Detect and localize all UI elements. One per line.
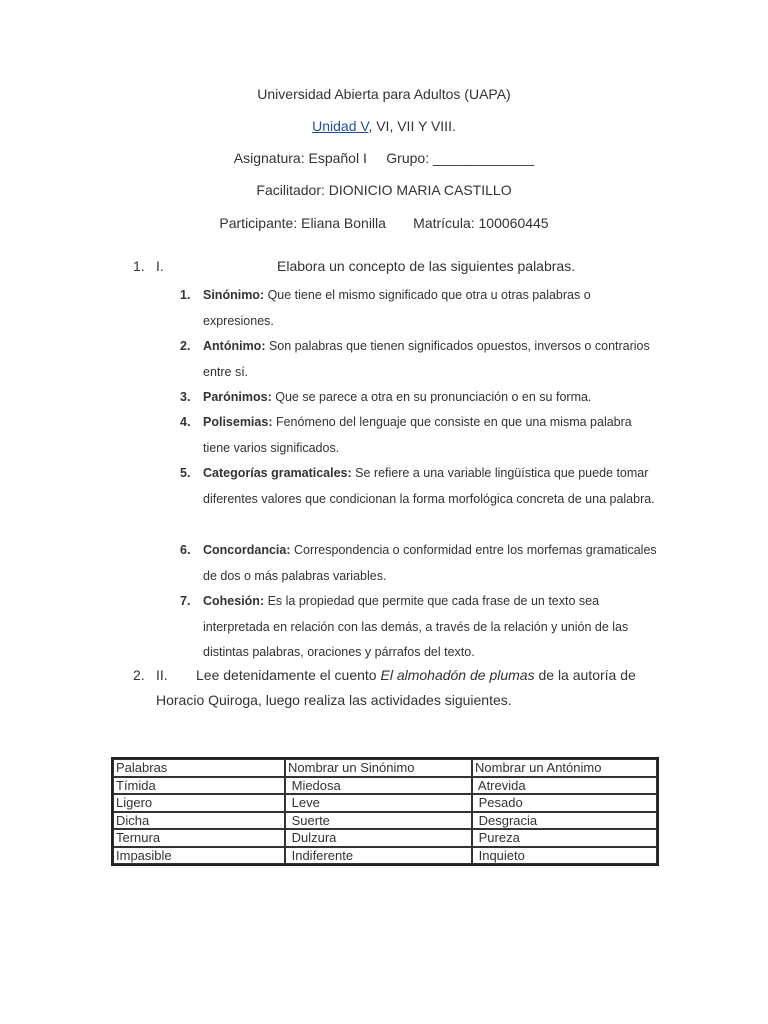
table-cell: Pureza xyxy=(472,829,657,847)
definition-text: Que tiene el mismo significado que otra u otras palabras o expresiones. xyxy=(203,288,591,328)
definition-body xyxy=(203,334,660,385)
section-1-roman: I. xyxy=(156,258,164,274)
definition-text: Es la propiedad que permite que cada frase de un texto sea interpretada en relación con las demás, a través de la relación y unión de las distintas palabras, oraciones y párrafos del texto. xyxy=(203,594,629,659)
definition-term: Concordancia: xyxy=(203,543,291,557)
table-cell: Miedosa xyxy=(285,777,472,795)
table-cell: Suerte xyxy=(285,812,472,830)
definition-item xyxy=(180,334,660,385)
definition-text: Son palabras que tienen significados opuestos, inversos o contrarios entre sí. xyxy=(203,339,650,379)
definition-term: Antónimo: xyxy=(203,339,266,353)
unit-rest: , VI, VII Y VIII. xyxy=(368,118,456,134)
definition-item xyxy=(180,410,660,461)
participant-line: Participante: Eliana Bonilla Matrícula: 100060445 xyxy=(219,215,549,231)
definition-body xyxy=(203,461,660,512)
definition-number: 6. xyxy=(180,543,191,557)
story-title: El almohadón de plumas xyxy=(380,667,535,683)
section-1-number: 1. xyxy=(133,258,145,274)
table-row xyxy=(113,777,657,795)
table-row xyxy=(113,829,657,847)
definition-number: 5. xyxy=(180,466,191,480)
unit-line xyxy=(0,118,768,134)
section-2-text-after: de la autoría de xyxy=(534,667,636,683)
table-header-row xyxy=(113,759,657,777)
table-cell: Tímida xyxy=(113,777,285,795)
section-2-text xyxy=(196,667,636,683)
definition-term: Categorías gramaticales: xyxy=(203,466,352,480)
table-cell: Dicha xyxy=(113,812,285,830)
definition-term: Parónimos: xyxy=(203,390,272,404)
table-cell: Indiferente xyxy=(285,847,472,865)
definition-number: 2. xyxy=(180,339,191,353)
facilitator-line: Facilitador: DIONICIO MARIA CASTILLO xyxy=(256,182,512,198)
definition-text: Correspondencia o conformidad entre los morfemas gramaticales de dos o más palabras variables. xyxy=(203,543,657,583)
definition-term: Cohesión: xyxy=(203,594,265,608)
definition-item xyxy=(180,461,660,512)
university-name: Universidad Abierta para Adultos (UAPA) xyxy=(257,86,511,102)
definition-item xyxy=(180,538,660,589)
header-cell: Nombrar un Antónimo xyxy=(472,759,657,777)
table-cell: Ternura xyxy=(113,829,285,847)
definition-item xyxy=(180,589,660,666)
header-cell: Nombrar un Sinónimo xyxy=(285,759,472,777)
definition-body xyxy=(203,385,660,411)
definition-text: Que se parece a otra en su pronunciación o en su forma. xyxy=(271,390,592,404)
definition-text: Se refiere a una variable lingüística que puede tomar diferentes valores que condicionan la forma morfológica concreta de una palabra. xyxy=(203,466,655,506)
table-cell: Pesado xyxy=(472,794,657,812)
table-cell: Impasible xyxy=(113,847,285,865)
definition-number: 4. xyxy=(180,415,191,429)
definition-term: Polisemias: xyxy=(203,415,273,429)
table-cell: Leve xyxy=(285,794,472,812)
section-1-title: Elabora un concepto de las siguientes palabras. xyxy=(277,258,576,274)
unit-link[interactable]: Unidad V xyxy=(312,118,369,134)
definition-number: 3. xyxy=(180,390,191,404)
table-cell: Inquieto xyxy=(472,847,657,865)
section-2-line-2: Horacio Quiroga, luego realiza las actividades siguientes. xyxy=(156,692,512,708)
definition-item xyxy=(180,283,660,334)
table-cell: Dulzura xyxy=(285,829,472,847)
definition-body xyxy=(203,410,660,461)
subject-line: Asignatura: Español I Grupo: _____________ xyxy=(233,150,535,166)
section-2-text-before: Lee detenidamente el cuento xyxy=(196,667,381,683)
table-cell: Atrevida xyxy=(472,777,657,795)
table-row xyxy=(113,794,657,812)
table-cell: Desgracia xyxy=(472,812,657,830)
definition-number: 7. xyxy=(180,594,191,608)
synonym-antonym-table xyxy=(111,757,659,866)
definition-term: Sinónimo: xyxy=(203,288,265,302)
header-cell: Palabras xyxy=(113,759,285,777)
definition-body xyxy=(203,589,660,666)
definition-text: Fenómeno del lenguaje que consiste en que una misma palabra tiene varios significados. xyxy=(203,415,632,455)
table-row xyxy=(113,847,657,865)
section-2-number: 2. xyxy=(133,667,145,683)
definition-number: 1. xyxy=(180,288,191,302)
definition-body xyxy=(203,538,660,589)
definition-body xyxy=(203,283,660,334)
definition-item xyxy=(180,385,660,411)
section-2-roman: II. xyxy=(156,667,168,683)
table-row xyxy=(113,812,657,830)
table-cell: Ligero xyxy=(113,794,285,812)
